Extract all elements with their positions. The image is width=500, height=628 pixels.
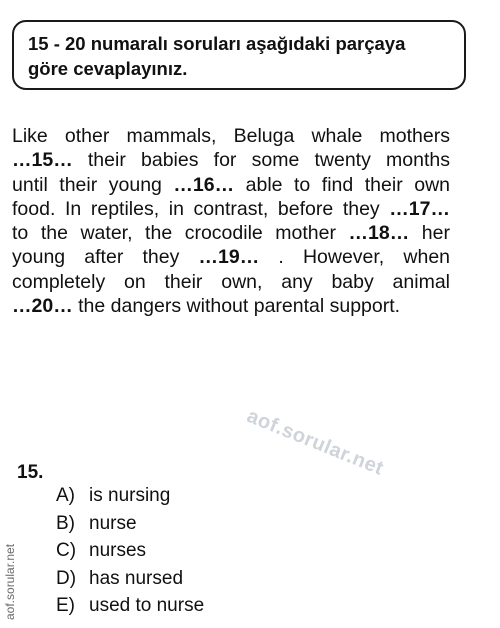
answer-options — [56, 482, 204, 620]
instruction-line-1: 15 - 20 numaralı soruları aşağıdaki parçaya — [28, 33, 406, 54]
passage-line-8: …20… the dangers without parental support. — [12, 295, 401, 318]
passage-line-5: to the water, the crocodile mother …18… her — [12, 222, 450, 245]
option-text: has nursed — [89, 567, 184, 589]
watermark-side: aof.sorular.net — [3, 543, 17, 620]
option-d[interactable] — [56, 565, 204, 593]
option-letter: D) — [56, 567, 77, 589]
option-letter: C) — [56, 540, 77, 561]
passage-line-4: food. In reptiles, in contrast, before they …17… — [12, 197, 450, 220]
blank-18: …18… — [348, 222, 410, 245]
blank-19: …19… — [198, 246, 260, 269]
option-text: is nursing — [89, 485, 171, 506]
blank-15: …15… — [12, 149, 73, 172]
passage-line-7: completely on their own, any baby animal — [12, 270, 450, 293]
passage-line-3: until their young …16… able to find their own — [12, 173, 450, 196]
option-text: nurses — [89, 540, 147, 561]
option-a[interactable] — [56, 482, 204, 510]
option-e[interactable] — [56, 592, 204, 620]
instruction-line-2: göre cevaplayınız. — [28, 58, 188, 79]
watermark-diagonal: aof.sorular.net — [243, 405, 387, 480]
blank-20: …20… — [12, 295, 73, 318]
question-number: 15. — [17, 462, 44, 483]
reading-passage — [12, 124, 450, 318]
option-letter: A) — [56, 485, 75, 506]
option-c[interactable] — [56, 537, 204, 565]
passage-line-2: …15… their babies for some twenty months — [12, 149, 450, 172]
instruction-box — [12, 20, 466, 90]
option-b[interactable] — [56, 510, 204, 538]
option-text: nurse — [89, 512, 137, 534]
blank-17: …17… — [389, 197, 450, 220]
option-letter: B) — [56, 512, 75, 534]
passage-line-6: young after they …19… . However, when — [12, 246, 451, 269]
option-text: used to nurse — [89, 595, 205, 616]
blank-16: …16… — [173, 173, 235, 196]
option-letter: E) — [56, 595, 75, 616]
passage-line-1: Like other mammals, Beluga whale mothers — [12, 125, 450, 147]
